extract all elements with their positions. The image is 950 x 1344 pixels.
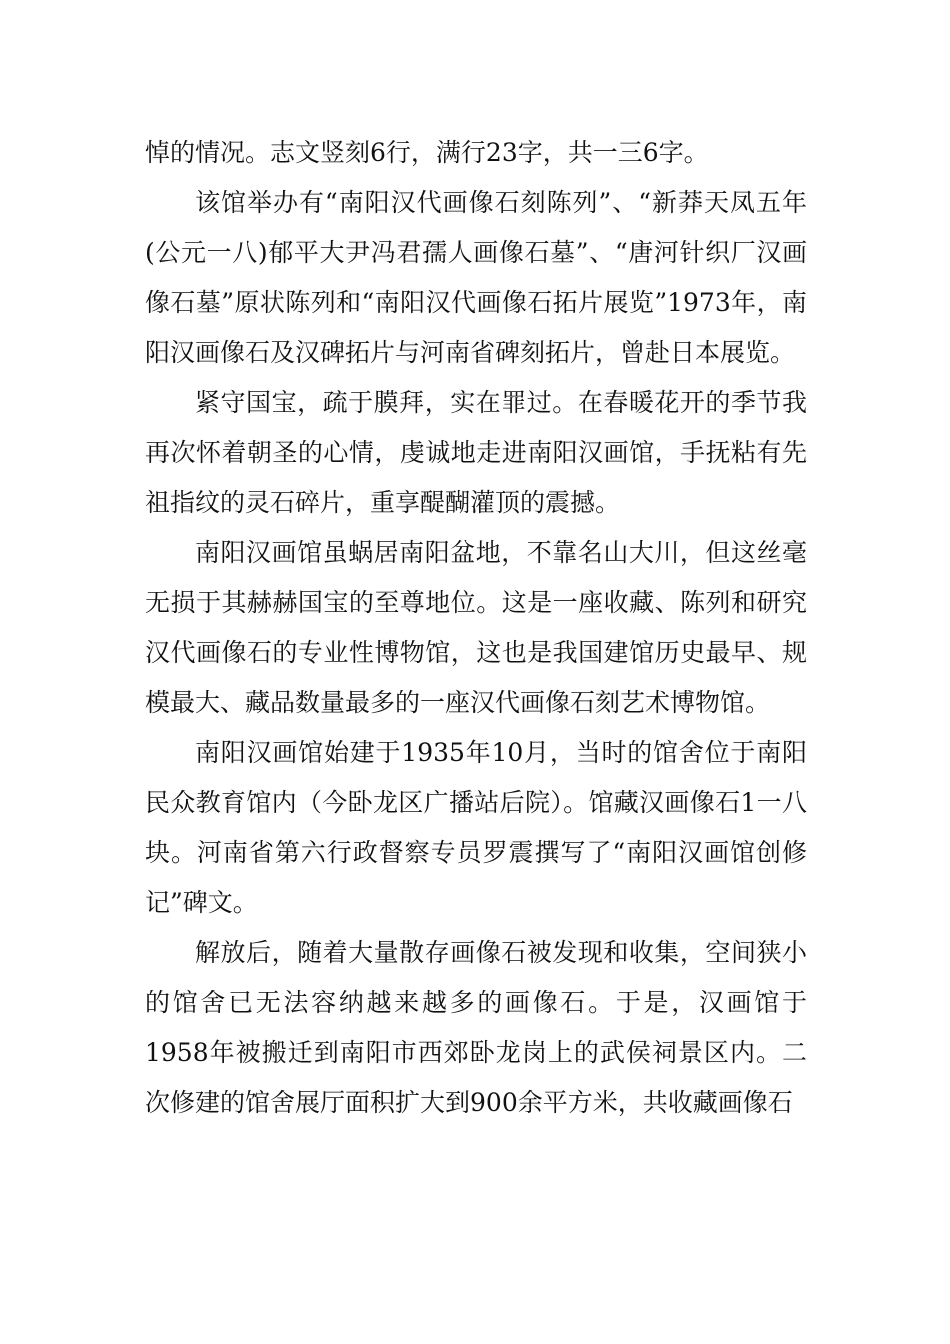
document-body <box>145 128 807 1128</box>
paragraph-3: 紧守国宝，疏于膜拜，实在罪过。在春暖花开的季节我再次怀着朝圣的心情，虔诚地走进南阳汉画馆，手抚粘有先祖指纹的灵石碎片，重享醍醐灌顶的震撼。 <box>145 388 807 517</box>
paragraph-2: 该馆举办有“南阳汉代画像石刻陈列”、“新莽天凤五年(公元一八)郁平大尹冯君孺人画像石墓”、“唐河针织厂汉画像石墓”原状陈列和“南阳汉代画像石拓片展览”1973年，南阳汉画像石及汉碑拓片与河南省碑刻拓片，曾赴日本展览。 <box>145 188 807 367</box>
paragraph-6: 解放后，随着大量散存画像石被发现和收集，空间狭小的馆舍已无法容纳越来越多的画像石。于是，汉画馆于1958年被搬迁到南阳市西郊卧龙岗上的武侯祠景区内。二次修建的馆舍展厅面积扩大到900余平方米，共收藏画像石 <box>145 938 807 1117</box>
paragraph-5: 南阳汉画馆始建于1935年10月，当时的馆舍位于南阳民众教育馆内（今卧龙区广播站后院）。馆藏汉画像石1一八块。河南省第六行政督察专员罗震撰写了“南阳汉画馆创修记”碑文。 <box>145 738 807 917</box>
paragraph-4: 南阳汉画馆虽蜗居南阳盆地，不靠名山大川，但这丝毫无损于其赫赫国宝的至尊地位。这是一座收藏、陈列和研究汉代画像石的专业性博物馆，这也是我国建馆历史最早、规模最大、藏品数量最多的一座汉代画像石刻艺术博物馆。 <box>145 538 807 717</box>
paragraph-1: 悼的情况。志文竖刻6行，满行23字，共一三6字。 <box>145 138 709 167</box>
